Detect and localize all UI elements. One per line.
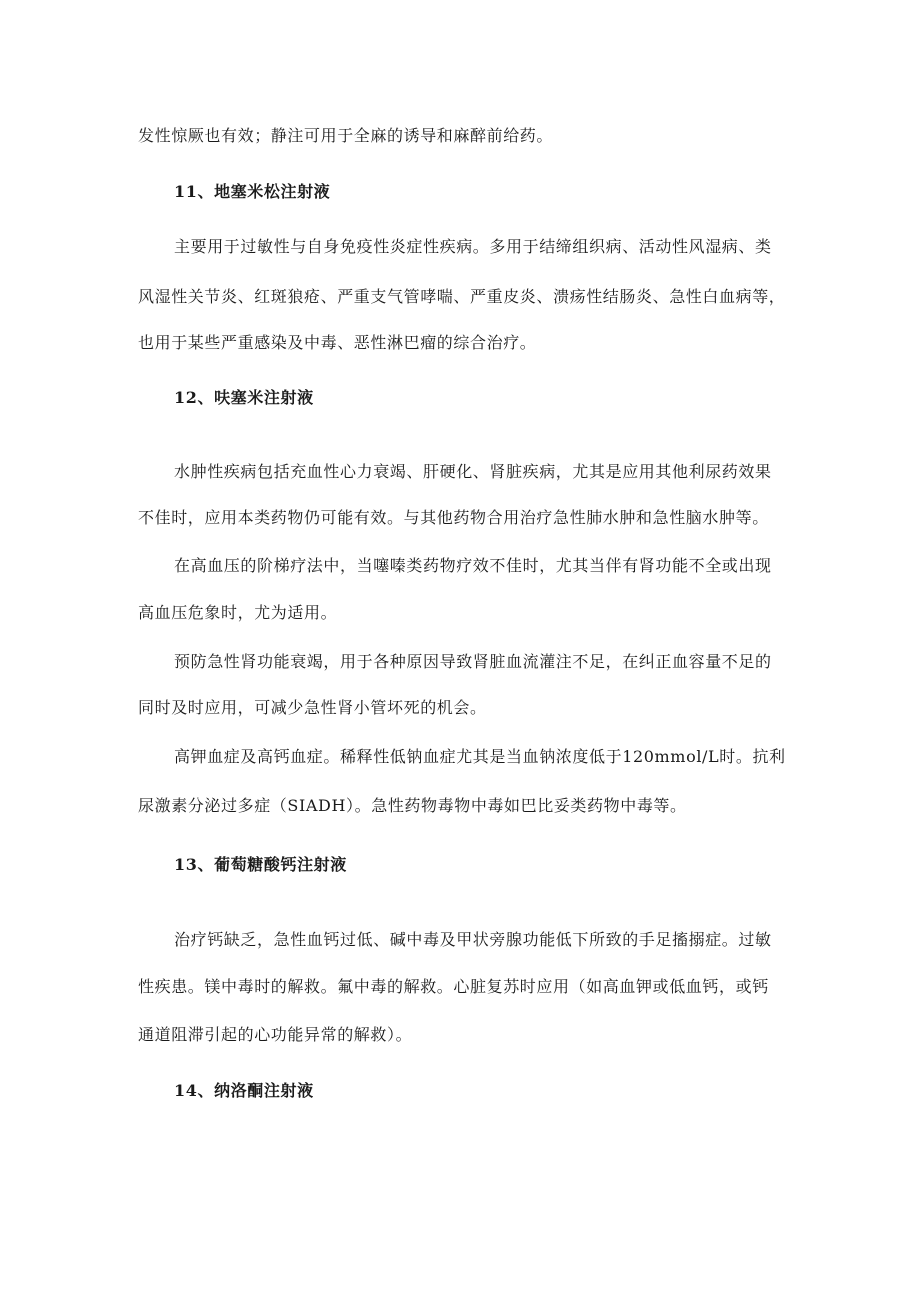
paragraph-line: 治疗钙缺乏，急性血钙过低、碱中毒及甲状旁腺功能低下所致的手足搐搦症。过敏 <box>174 930 772 949</box>
paragraph-line: 通道阻滞引起的心功能异常的解救）。 <box>138 1025 413 1044</box>
paragraph-line: 高钾血症及高钙血症。稀释性低钠血症尤其是当血钠浓度低于120mmol/L时。抗利 <box>174 747 786 766</box>
section-heading-14: 14、纳洛酮注射液 <box>174 1081 314 1100</box>
paragraph-line: 高血压危象时，尤为适用。 <box>138 603 338 622</box>
paragraph-line: 也用于某些严重感染及中毒、恶性淋巴瘤的综合治疗。 <box>138 333 537 352</box>
section-heading-12: 12、呋塞米注射液 <box>174 388 314 407</box>
paragraph-line: 水肿性疾病包括充血性心力衰竭、肝硬化、肾脏疾病，尤其是应用其他利尿药效果 <box>174 462 772 481</box>
section-heading-13: 13、葡萄糖酸钙注射液 <box>174 855 347 874</box>
paragraph-line: 性疾患。镁中毒时的解救。氟中毒的解救。心脏复苏时应用（如高血钾或低血钙，或钙 <box>138 977 769 996</box>
paragraph-line: 预防急性肾功能衰竭，用于各种原因导致肾脏血流灌注不足，在纠正血容量不足的 <box>174 652 772 671</box>
paragraph-line: 尿激素分泌过多症（SIADH）。急性药物毒物中毒如巴比妥类药物中毒等。 <box>138 796 687 815</box>
paragraph-line: 发性惊厥也有效；静注可用于全麻的诱导和麻醉前给药。 <box>138 126 554 145</box>
paragraph-line: 主要用于过敏性与自身免疫性炎症性疾病。多用于结缔组织病、活动性风湿病、类 <box>174 237 772 256</box>
paragraph-line: 风湿性关节炎、红斑狼疮、严重支气管哮喘、严重皮炎、溃疡性结肠炎、急性白血病等， <box>138 287 786 306</box>
paragraph-line: 不佳时，应用本类药物仍可能有效。与其他药物合用治疗急性肺水肿和急性脑水肿等。 <box>138 508 769 527</box>
paragraph-line: 在高血压的阶梯疗法中，当噻嗪类药物疗效不佳时，尤其当伴有肾功能不全或出现 <box>174 556 772 575</box>
paragraph-line: 同时及时应用，可减少急性肾小管坏死的机会。 <box>138 698 487 717</box>
section-heading-11: 11、地塞米松注射液 <box>174 182 331 201</box>
